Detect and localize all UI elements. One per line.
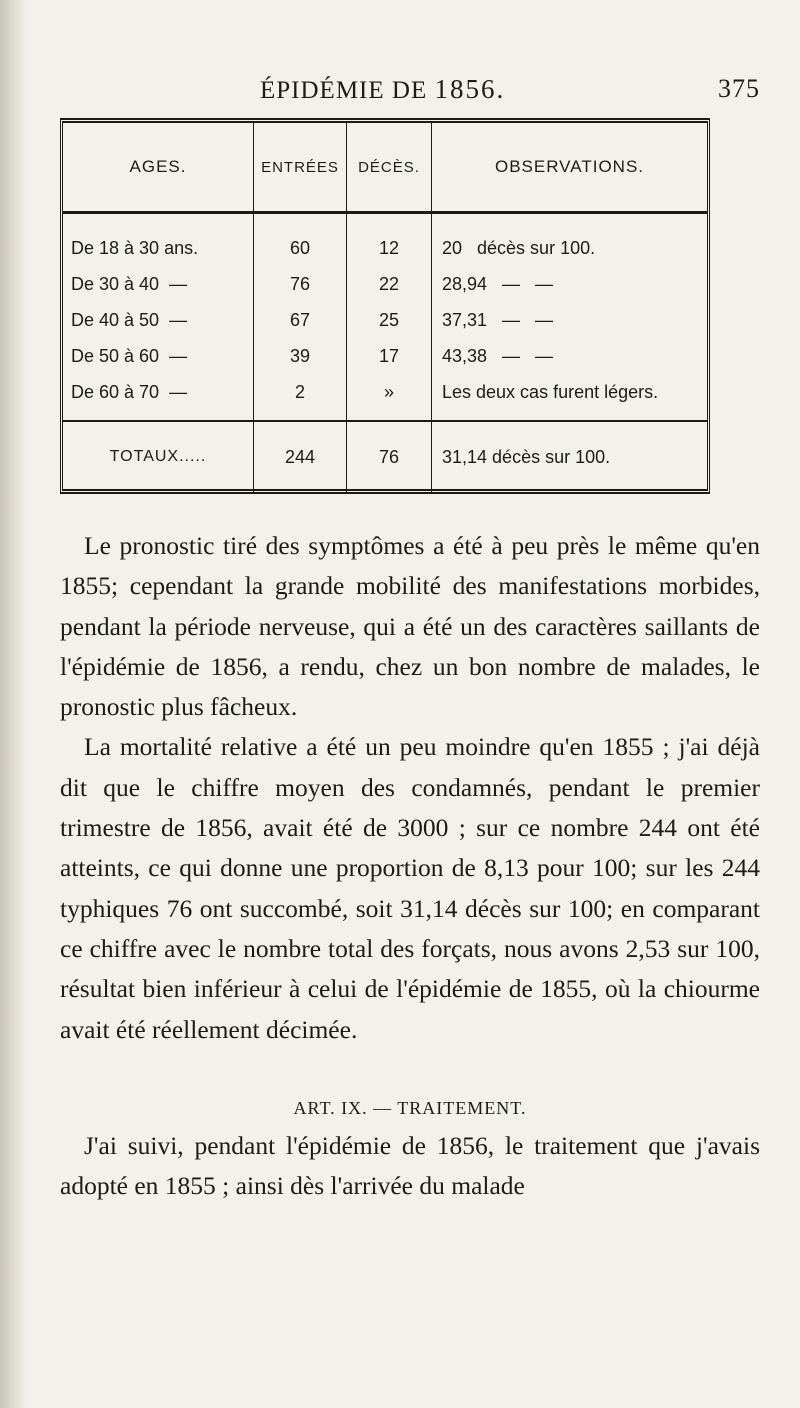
total-label-cell: TOTAUX..... <box>63 421 254 492</box>
column-header-deces: DÉCÈS. <box>347 123 432 213</box>
entrees-cell: 76 <box>254 266 347 302</box>
table-total-row <box>63 421 707 492</box>
deces-cell: 17 <box>347 338 432 374</box>
paragraph-treatment: J'ai suivi, pendant l'épidémie de 1856, le traitement que j'avais adopté en 1855 ; ainsi dès l'arrivée du malade <box>60 1131 760 1201</box>
page-number: 375 <box>718 74 760 103</box>
observation-cell: 37,31 — — <box>442 309 554 330</box>
total-deces-cell: 76 <box>347 421 432 492</box>
deces-cell: 12 <box>347 213 432 267</box>
observation-cell: 20 décès sur 100. <box>442 237 596 258</box>
paragraph-prognosis: Le pronostic tiré des symptômes a été à peu près le même qu'en 1855; cependant la grande mobilité des manifestations morbides, pendant la période nerveuse, qui a été un des caractères saillants de l'épidémie de 1856, a rendu, chez un bon nombre de malades, le pronostic plus fâcheux. <box>60 531 760 722</box>
entrees-cell: 39 <box>254 338 347 374</box>
table-row <box>63 213 707 267</box>
entrees-cell: 2 <box>254 374 347 421</box>
age-cell: De 40 à 50 — <box>63 302 254 338</box>
deces-cell: 25 <box>347 302 432 338</box>
entrees-cell: 67 <box>254 302 347 338</box>
table-row <box>63 266 707 302</box>
total-observation-cell: 31,14 décès sur 100. <box>432 421 708 492</box>
mortality-table <box>60 118 710 494</box>
closing-text <box>60 1126 760 1207</box>
table-row <box>63 302 707 338</box>
deces-cell: 22 <box>347 266 432 302</box>
body-text <box>60 526 760 1050</box>
running-title <box>260 74 505 105</box>
running-title-text: ÉPIDÉMIE DE <box>260 77 428 104</box>
table-row <box>63 374 707 421</box>
entrees-cell: 60 <box>254 213 347 267</box>
table-row <box>63 338 707 374</box>
deces-cell: » <box>347 374 432 421</box>
column-header-ages: AGES. <box>63 123 254 213</box>
paragraph-mortality: La mortalité relative a été un peu moindre qu'en 1855 ; j'ai déjà dit que le chiffre moyen des condamnés, pendant le premier trimestre de 1856, avait été de 3000 ; sur ce nombre 244 ont été atteints, ce qui donne une proportion de 8,13 pour 100; sur les 244 typhiques 76 ont succombé, soit 31,14 décès sur 100; en comparant ce chiffre avec le nombre total des forçats, nous avons 2,53 sur 100, résultat bien inférieur à celui de l'épidémie de 1855, où la chiourme avait été réellement décimée. <box>60 732 760 1044</box>
column-header-entrees: ENTRÉES <box>254 123 347 213</box>
age-cell: De 60 à 70 — <box>63 374 254 421</box>
age-cell: De 30 à 40 — <box>63 266 254 302</box>
page-header <box>60 74 760 110</box>
table-header-row <box>63 123 707 213</box>
page-edge-shadow <box>0 0 28 1408</box>
age-cell: De 18 à 30 ans. <box>63 213 254 267</box>
section-heading: ART. IX. — TRAITEMENT. <box>293 1098 527 1118</box>
running-title-year: 1856. <box>434 74 506 104</box>
observation-cell: Les deux cas furent légers. <box>442 381 659 402</box>
column-header-observations: OBSERVATIONS. <box>432 123 708 213</box>
mortality-table-grid <box>63 123 707 492</box>
observation-cell: 28,94 — — <box>442 273 554 294</box>
age-cell: De 50 à 60 — <box>63 338 254 374</box>
observation-cell: 43,38 — — <box>442 345 554 366</box>
total-entrees-cell: 244 <box>254 421 347 492</box>
